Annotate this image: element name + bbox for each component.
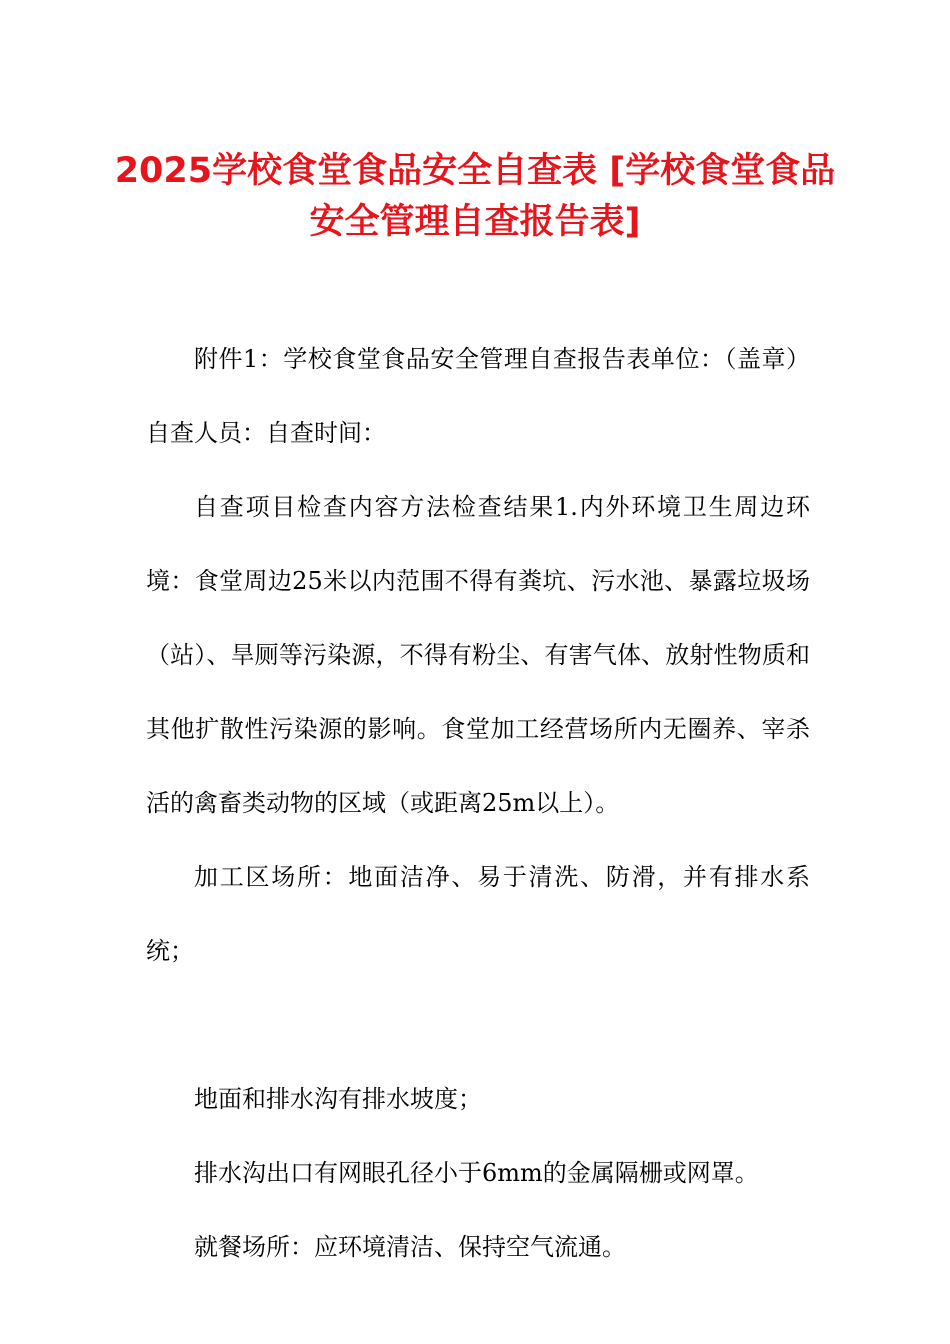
paragraph-dining-area: 就餐场所：应环境清洁、保持空气流通。: [194, 1233, 626, 1261]
paragraph-drain-grille: 排水沟出口有网眼孔径小于6mm的金属隔栅或网罩。: [194, 1159, 759, 1187]
paragraph-drainage-slope: 地面和排水沟有排水坡度；: [194, 1085, 482, 1113]
document-title: 2025学校食堂食品安全自查表 [学校食堂食品安全管理自查报告表]: [114, 151, 836, 242]
paragraph-processing-area: 加工区场所：地面洁净、易于清洗、防滑，并有排水系统；: [146, 863, 810, 965]
document-body: [146, 322, 810, 1284]
paragraph-attachment-header: 附件1：学校食堂食品安全管理自查报告表单位：（盖章）自查人员：自查时间：: [146, 345, 810, 447]
paragraph-environment: 自查项目检查内容方法检查结果1.内外环境卫生周边环境：食堂周边25米以内范围不得有粪坑、污水池、暴露垃圾场（站）、旱厕等污染源，不得有粉尘、有害气体、放射性物质和其他扩散性污染源的影响。食堂加工经营场所内无圈养、宰杀活的禽畜类动物的区域（或距离25m以上）。: [146, 493, 810, 817]
